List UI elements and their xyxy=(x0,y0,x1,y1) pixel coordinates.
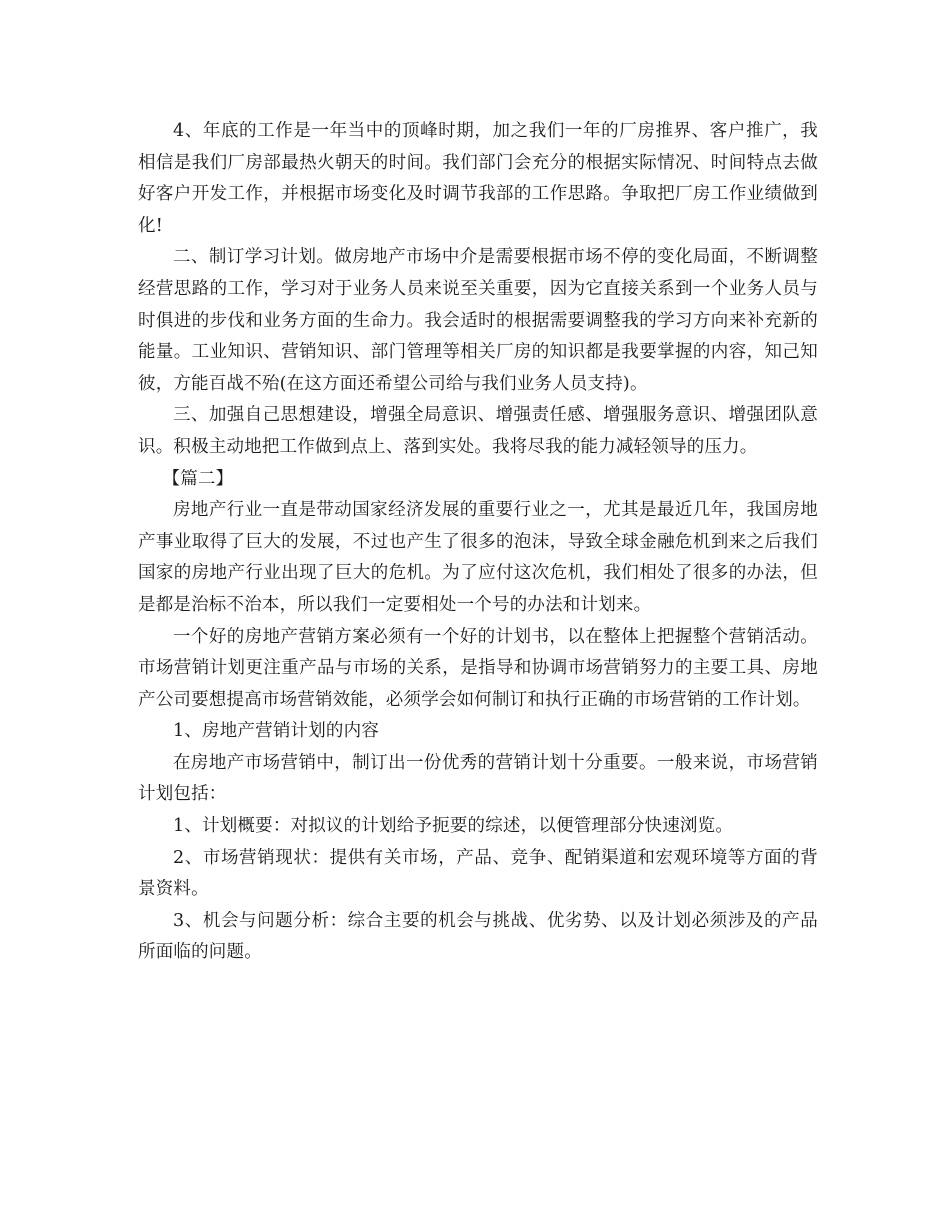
paragraph-year-end-work: 4、年底的工作是一年当中的顶峰时期，加之我们一年的厂房推界、客户推广，我相信是我们厂房部最热火朝天的时间。我们部门会充分的根据实际情况、时间特点去做好客户开发工作，并根据市场变化及时调节我部的工作思路。争取把厂房工作业绩做到化! xyxy=(138,121,818,236)
list-item-opportunity-analysis: 3、机会与问题分析：综合主要的机会与挑战、优劣势、以及计划必须涉及的产品所面临的问题。 xyxy=(138,910,818,963)
list-item-market-status: 2、市场营销现状：提供有关市场，产品、竞争、配销渠道和宏观环境等方面的背景资料。 xyxy=(138,847,818,900)
section-heading: 【篇二】 xyxy=(162,468,234,489)
document-body xyxy=(138,116,818,969)
paragraph-study-plan: 二、制订学习计划。做房地产市场中介是需要根据市场不停的变化局面，不断调整经营思路的工作，学习对于业务人员来说至关重要，因为它直接关系到一个业务人员与时俱进的步伐和业务方面的生命力。我会适时的根据需要调整我的学习方向来补充新的能量。工业知识、营销知识、部门管理等相关厂房的知识都是我要掌握的内容，知己知彼，方能百战不殆(在这方面还希望公司给与我们业务人员支持)。 xyxy=(138,247,818,394)
subheading-plan-content: 1、房地产营销计划的内容 xyxy=(173,721,380,742)
paragraph-self-improvement: 三、加强自己思想建设，增强全局意识、增强责任感、增强服务意识、增强团队意识。积极主动地把工作做到点上、落到实处。我将尽我的能力减轻领导的压力。 xyxy=(138,405,818,457)
paragraph-industry-intro: 房地产行业一直是带动国家经济发展的重要行业之一，尤其是最近几年，我国房地产事业取得了巨大的发展，不过也产生了很多的泡沫，导致全球金融危机到来之后我们国家的房地产行业出现了巨大的危机。为了应付这次危机，我们相处了很多的办法，但是都是治标不治本，所以我们一定要相处一个号的办法和计划来。 xyxy=(138,500,818,615)
list-item-plan-summary: 1、计划概要：对拟议的计划给予扼要的综述，以便管理部分快速浏览。 xyxy=(173,816,734,837)
paragraph-plan-includes: 在房地产市场营销中，制订出一份优秀的营销计划十分重要。一般来说，市场营销计划包括： xyxy=(138,752,818,805)
paragraph-marketing-plan: 一个好的房地产营销方案必须有一个好的计划书，以在整体上把握整个营销活动。市场营销计划更注重产品与市场的关系，是指导和协调市场营销努力的主要工具、房地产公司要想提高市场营销效能，必须学会如何制订和执行正确的市场营销的工作计划。 xyxy=(138,626,818,710)
